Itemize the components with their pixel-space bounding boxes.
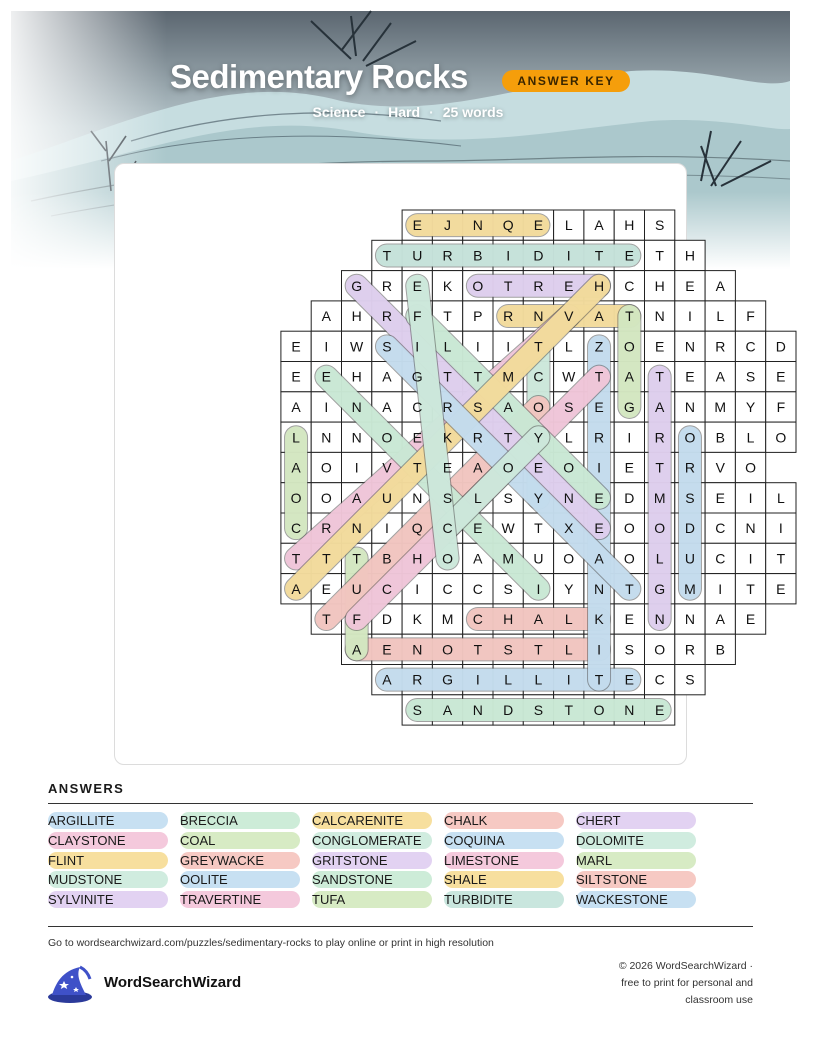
grid-letter: T	[503, 277, 513, 294]
grid-letter: T	[473, 368, 483, 385]
grid-letter: U	[684, 550, 696, 567]
grid-letter: T	[534, 338, 543, 355]
grid-letter: T	[412, 459, 422, 476]
grid-letter: N	[321, 429, 332, 446]
grid-letter: Y	[745, 398, 756, 415]
grid-letter: E	[776, 368, 786, 385]
grid-letter: C	[624, 277, 635, 294]
grid-letter: O	[775, 429, 787, 446]
answer-word: CALCARENITE	[312, 812, 432, 829]
meta-subject: Science	[312, 104, 366, 120]
grid-letter: A	[291, 580, 301, 597]
grid-letter: E	[321, 368, 332, 385]
grid-letter: S	[685, 671, 695, 688]
grid-letter: A	[473, 459, 483, 476]
grid-letter: M	[653, 489, 666, 506]
grid-letter: N	[472, 217, 483, 234]
grid-letter: S	[685, 489, 695, 506]
grid-letter: L	[564, 217, 573, 234]
grid-letter: O	[563, 550, 575, 567]
grid-letter: G	[654, 580, 666, 597]
grid-letter: O	[654, 641, 666, 658]
grid-letter: O	[381, 429, 393, 446]
grid-letter: G	[411, 368, 423, 385]
grid-letter: E	[412, 217, 422, 234]
grid-letter: A	[594, 308, 604, 325]
grid-letter: A	[533, 611, 544, 628]
grid-letter: N	[745, 520, 756, 537]
grid-letter: D	[533, 247, 544, 264]
grid-letter: C	[381, 580, 393, 597]
title-row	[0, 58, 816, 102]
grid-letter: A	[503, 398, 513, 415]
grid-letter: A	[351, 489, 362, 506]
answer-word: SANDSTONE	[312, 871, 432, 888]
grid-letter: T	[322, 550, 331, 567]
grid-letter: O	[290, 489, 302, 506]
copyright-line: free to print for personal and	[621, 977, 753, 989]
grid-letter: Q	[502, 217, 514, 234]
grid-letter: C	[533, 368, 544, 385]
grid-letter: N	[654, 611, 665, 628]
grid-letter: H	[593, 277, 605, 294]
grid-letter: O	[442, 641, 453, 658]
grid-letter: A	[473, 550, 483, 567]
grid-letter: F	[746, 308, 755, 325]
grid-letter: S	[442, 489, 453, 506]
grid-letter: C	[715, 520, 726, 537]
grid-letter: C	[745, 338, 756, 355]
grid-letter: S	[382, 338, 392, 355]
grid-letter: A	[291, 398, 301, 415]
answer-word: MUDSTONE	[48, 871, 168, 888]
puzzle-meta	[0, 104, 816, 120]
grid-letter: E	[412, 277, 422, 294]
grid-letter: C	[654, 671, 665, 688]
grid-letter: B	[473, 247, 483, 264]
wizard-hat-icon	[46, 963, 94, 1005]
grid-letter: E	[624, 611, 635, 628]
grid-letter: C	[472, 580, 483, 597]
grid-letter: H	[684, 247, 696, 264]
grid-letter: W	[350, 338, 364, 355]
answer-word: TUFA	[312, 891, 432, 908]
grid-letter: D	[775, 338, 786, 355]
grid-letter: N	[412, 641, 423, 658]
answer-word: LIMESTONE	[444, 852, 564, 869]
grid-letter: N	[563, 489, 574, 506]
grid-letter: R	[593, 429, 605, 446]
meta-separator: ·	[374, 104, 380, 120]
grid-letter: E	[564, 277, 574, 294]
grid-letter: H	[654, 277, 665, 294]
grid-letter: T	[625, 308, 634, 325]
grid-letter: T	[594, 671, 604, 688]
answers-heading: ANSWERS	[48, 781, 125, 796]
grid-letter: C	[715, 550, 726, 567]
grid-letter: U	[533, 550, 544, 567]
grid-letter: I	[324, 398, 329, 415]
grid-letter: I	[536, 580, 541, 597]
meta-difficulty: Hard	[388, 104, 421, 120]
grid-letter: C	[442, 580, 453, 597]
copyright-line: classroom use	[685, 994, 753, 1006]
grid-letter: U	[412, 247, 423, 264]
grid-letter: M	[502, 550, 514, 567]
grid-letter: I	[324, 338, 329, 355]
grid-letter: O	[745, 459, 756, 476]
grid-letter: M	[684, 580, 696, 597]
grid-letter: K	[442, 429, 453, 446]
grid-letter: T	[776, 550, 786, 567]
grid-letter: D	[381, 611, 393, 628]
grid-letter: T	[352, 550, 361, 567]
grid-letter: E	[654, 338, 665, 355]
grid-letter: V	[564, 308, 574, 325]
grid-letter: A	[382, 671, 392, 688]
grid-letter: L	[443, 338, 452, 355]
answer-word: CHALK	[444, 812, 564, 829]
answer-word: ARGILLITE	[48, 812, 168, 829]
grid-letter: T	[594, 368, 604, 385]
answer-word: GREYWACKE	[180, 852, 300, 869]
grid-letter: I	[566, 247, 571, 264]
grid-letter: T	[655, 368, 664, 385]
grid-letter: R	[381, 308, 393, 325]
grid-letter: L	[292, 429, 300, 446]
grid-letter: T	[473, 641, 483, 658]
grid-letter: E	[533, 217, 544, 234]
grid-letter: B	[382, 550, 392, 567]
grid-letter: B	[715, 641, 725, 658]
grid-letter: M	[441, 611, 454, 628]
grid-letter: E	[442, 459, 453, 476]
grid-letter: S	[503, 489, 513, 506]
grid-letter: B	[715, 429, 725, 446]
grid-letter: O	[654, 520, 666, 537]
page-title: Sedimentary Rocks	[170, 58, 468, 95]
answer-word: CONGLOMERATE	[312, 832, 432, 849]
grid-letter: I	[566, 671, 571, 688]
grid-letter: R	[442, 247, 453, 264]
grid-letter: E	[715, 489, 725, 506]
answer-word: WACKESTONE	[576, 891, 696, 908]
answer-word: CLAYSTONE	[48, 832, 168, 849]
grid-letter: T	[443, 368, 452, 385]
grid-letter: H	[503, 611, 514, 628]
grid-letter: I	[506, 247, 511, 264]
grid-letter: K	[442, 277, 453, 294]
grid-letter: L	[504, 671, 513, 688]
grid-letter: N	[593, 580, 605, 597]
grid-letter: L	[564, 641, 573, 658]
grid-letter: E	[776, 580, 786, 597]
grid-letter: S	[745, 368, 756, 385]
grid-letter: V	[382, 459, 392, 476]
grid-letter: L	[473, 489, 482, 506]
grid-letter: G	[442, 671, 453, 688]
grid-letter: E	[321, 580, 332, 597]
grid-letter: I	[597, 641, 601, 658]
grid-letter: A	[715, 368, 725, 385]
grid-letter: N	[684, 398, 696, 415]
grid-letter: O	[623, 520, 635, 537]
answer-word: COQUINA	[444, 832, 564, 849]
answer-word: CHERT	[576, 812, 696, 829]
grid-letter: S	[473, 398, 483, 415]
answer-word: BRECCIA	[180, 812, 300, 829]
grid-letter: A	[594, 217, 604, 234]
grid-letter: G	[623, 398, 635, 415]
answer-word: COAL	[180, 832, 300, 849]
grid-letter: L	[746, 429, 755, 446]
grid-letter: N	[624, 701, 635, 718]
grid-letter: T	[503, 429, 513, 446]
grid-letter: T	[746, 580, 755, 597]
footer-link-text[interactable]: Go to wordsearchwizard.com/puzzles/sedimentary-rocks to play online or print in high resolution	[48, 937, 494, 949]
grid-letter: L	[716, 308, 725, 325]
grid-letter: L	[564, 338, 573, 355]
grid-letter: K	[412, 611, 422, 628]
grid-letter: T	[594, 247, 604, 264]
grid-letter: Y	[564, 580, 574, 597]
grid-letter: I	[415, 338, 420, 355]
grid-letter: Y	[533, 489, 544, 506]
grid-letter: E	[594, 520, 604, 537]
grid-letter: C	[442, 520, 453, 537]
grid-letter: S	[624, 641, 635, 658]
grid-letter: H	[351, 368, 362, 385]
grid-letter: R	[472, 429, 483, 446]
grid-letter: E	[654, 701, 665, 718]
grid-letter: T	[534, 641, 543, 658]
grid-letter: J	[444, 217, 452, 234]
grid-letter: W	[562, 368, 576, 385]
grid-letter: I	[475, 338, 480, 355]
grid-letter: C	[412, 398, 423, 415]
grid-letter: S	[503, 641, 513, 658]
grid-letter: G	[351, 277, 363, 294]
answer-word: OOLITE	[180, 871, 300, 888]
grid-letter: N	[351, 398, 362, 415]
grid-letter: W	[501, 520, 515, 537]
grid-letter: L	[564, 429, 573, 446]
grid-letter: N	[351, 520, 362, 537]
grid-letter: O	[563, 459, 575, 476]
answer-word: FLINT	[48, 852, 168, 869]
grid-letter: I	[627, 429, 632, 446]
answer-word: DOLOMITE	[576, 832, 696, 849]
grid-letter: E	[624, 459, 635, 476]
grid-letter: I	[475, 671, 480, 688]
grid-letter: R	[321, 520, 332, 537]
grid-letter: I	[688, 308, 692, 325]
grid-letter: A	[382, 398, 392, 415]
grid-letter: L	[776, 489, 785, 506]
grid-letter: E	[291, 338, 301, 355]
grid-letter: Y	[533, 429, 544, 446]
answers-divider	[48, 803, 753, 804]
grid-letter: L	[534, 671, 543, 688]
grid-letter: I	[748, 489, 753, 506]
grid-letter: E	[473, 520, 483, 537]
grid-letter: N	[472, 701, 483, 718]
grid-letter: T	[655, 459, 664, 476]
grid-letter: N	[351, 429, 362, 446]
grid-letter: O	[502, 459, 514, 476]
grid-letter: E	[685, 277, 695, 294]
grid-letter: H	[624, 217, 635, 234]
grid-letter: X	[564, 520, 574, 537]
grid-letter: E	[382, 641, 392, 658]
word-search-grid	[115, 164, 787, 766]
grid-letter: L	[655, 550, 664, 567]
grid-letter: C	[290, 520, 302, 537]
grid-letter: I	[597, 459, 601, 476]
grid-letter: K	[594, 611, 604, 628]
grid-letter: A	[382, 368, 392, 385]
grid-letter: O	[442, 550, 453, 567]
copyright-notice	[553, 958, 753, 1009]
grid-letter: I	[415, 580, 420, 597]
grid-letter: D	[503, 701, 514, 718]
grid-letter: Z	[594, 338, 604, 355]
grid-letter: O	[593, 701, 605, 718]
grid-letter: S	[503, 580, 513, 597]
grid-letter: Q	[411, 520, 423, 537]
answer-word: TURBIDITE	[444, 891, 564, 908]
grid-letter: C	[472, 611, 483, 628]
grid-letter: O	[533, 398, 544, 415]
grid-letter: N	[684, 611, 696, 628]
grid-letter: E	[291, 368, 301, 385]
grid-letter: S	[654, 217, 665, 234]
grid-letter: N	[412, 489, 423, 506]
grid-letter: R	[503, 308, 514, 325]
grid-letter: D	[624, 489, 635, 506]
grid-letter: E	[412, 429, 422, 446]
grid-letter: N	[533, 308, 544, 325]
answer-word: SHALE	[444, 871, 564, 888]
grid-letter: R	[533, 277, 544, 294]
grid-letter: E	[594, 489, 604, 506]
grid-letter: O	[472, 277, 484, 294]
grid-letter: I	[506, 338, 511, 355]
grid-letter: I	[354, 459, 359, 476]
answer-word: MARL	[576, 852, 696, 869]
grid-letter: T	[291, 550, 301, 567]
footer-divider	[48, 926, 753, 927]
grid-letter: E	[624, 671, 635, 688]
puzzle-card	[114, 163, 787, 765]
grid-letter: O	[684, 429, 696, 446]
grid-letter: E	[745, 611, 756, 628]
grid-letter: I	[748, 550, 753, 567]
grid-letter: R	[715, 338, 726, 355]
grid-letter: R	[654, 429, 665, 446]
grid-letter: A	[594, 550, 604, 567]
grid-letter: T	[382, 247, 392, 264]
grid-letter: H	[351, 308, 362, 325]
grid-letter: T	[564, 701, 574, 718]
grid-letter: A	[715, 611, 725, 628]
grid-letter: O	[623, 338, 635, 355]
grid-letter: T	[322, 611, 331, 628]
answer-word: TRAVERTINE	[180, 891, 300, 908]
grid-letter: O	[320, 459, 332, 476]
grid-letter: M	[502, 368, 514, 385]
copyright-line: © 2026 WordSearchWizard ·	[618, 960, 753, 972]
grid-letter: R	[412, 671, 423, 688]
brand-name[interactable]: WordSearchWizard	[104, 974, 242, 991]
grid-letter: T	[443, 308, 452, 325]
grid-letter: A	[654, 398, 665, 415]
grid-letter: A	[715, 277, 725, 294]
answer-key-badge: ANSWER KEY	[502, 70, 630, 92]
grid-letter: A	[321, 308, 332, 325]
grid-letter: A	[442, 701, 453, 718]
grid-letter: U	[351, 580, 362, 597]
grid-letter: S	[412, 701, 422, 718]
grid-letter: T	[534, 520, 543, 537]
grid-letter: N	[684, 338, 696, 355]
grid-letter: P	[473, 308, 483, 325]
grid-letter: N	[654, 308, 665, 325]
grid-letter: R	[684, 641, 696, 658]
grid-letter: D	[684, 520, 696, 537]
grid-letter: T	[625, 580, 634, 597]
grid-letter: O	[623, 550, 635, 567]
answer-word: SYLVINITE	[48, 891, 168, 908]
grid-letter: M	[714, 398, 727, 415]
grid-letter: R	[381, 277, 393, 294]
grid-letter: V	[715, 459, 725, 476]
grid-letter: H	[412, 550, 423, 567]
grid-letter: S	[533, 701, 544, 718]
grid-letter: U	[381, 489, 393, 506]
grid-letter: R	[442, 398, 453, 415]
grid-letter: A	[291, 459, 301, 476]
grid-letter: F	[776, 398, 786, 415]
answer-word: SILTSTONE	[576, 871, 696, 888]
grid-letter: A	[624, 368, 635, 385]
grid-letter: S	[564, 398, 574, 415]
grid-letter: I	[718, 580, 723, 597]
grid-letter: E	[624, 247, 635, 264]
answer-word: GRITSTONE	[312, 852, 432, 869]
grid-letter: O	[320, 489, 332, 506]
grid-letter: E	[533, 459, 544, 476]
meta-separator: ·	[429, 104, 434, 120]
grid-letter: E	[685, 368, 695, 385]
meta-word-count: 25 words	[442, 104, 504, 120]
grid-letter: R	[684, 459, 696, 476]
grid-letter: A	[351, 641, 362, 658]
grid-letter: F	[412, 308, 422, 325]
grid-letter: E	[594, 398, 604, 415]
grid-letter: L	[564, 611, 573, 628]
grid-letter: I	[385, 520, 389, 537]
grid-letter: F	[352, 611, 361, 628]
grid-letter: T	[655, 247, 664, 264]
grid-letter: I	[778, 520, 783, 537]
